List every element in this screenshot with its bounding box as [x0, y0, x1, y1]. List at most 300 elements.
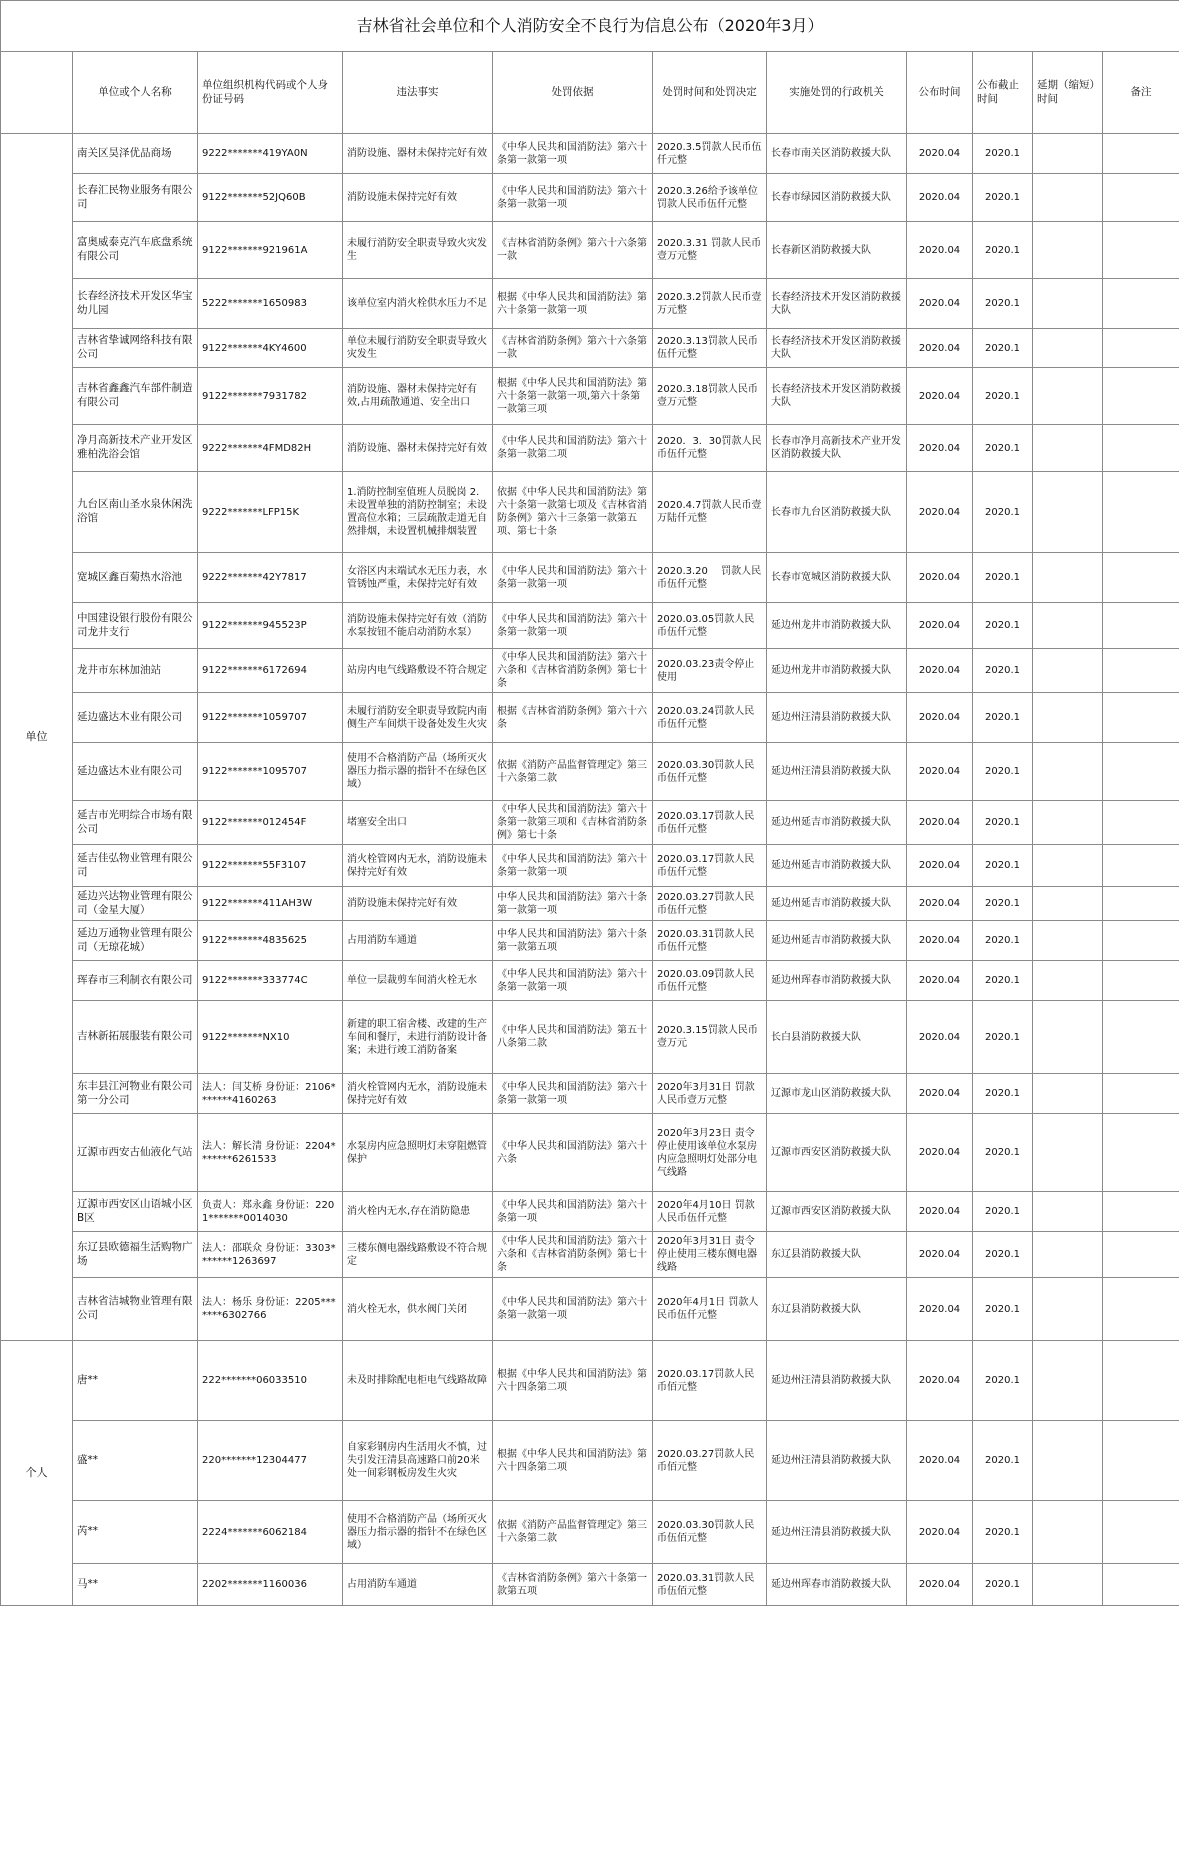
penalty-decision: 2020.03.17罚款人民币伍仟元整 — [653, 801, 767, 845]
publish-date: 2020.04 — [907, 329, 973, 368]
remarks — [1103, 887, 1179, 921]
entity-name: 珲春市三利制衣有限公司 — [73, 961, 198, 1001]
enforcing-authority: 延边州延吉市消防救援大队 — [767, 845, 907, 887]
violation-fact: 使用不合格消防产品（场所灭火器压力指示器的指针不在绿色区域） — [343, 743, 493, 801]
publish-end-date: 2020.1 — [973, 1114, 1033, 1192]
publish-date: 2020.04 — [907, 1232, 973, 1278]
penalty-basis: 根据《中华人民共和国消防法》第六十四条第二项 — [493, 1341, 653, 1421]
entity-name: 吉林省鑫鑫汽车部件制造有限公司 — [73, 368, 198, 425]
publish-date: 2020.04 — [907, 222, 973, 279]
id-code: 法人：邵联众 身份证：3303*******1263697 — [198, 1232, 343, 1278]
penalty-decision: 2020.4.7罚款人民币壹万陆仟元整 — [653, 472, 767, 553]
entity-name: 东辽县欧德福生活购物广场 — [73, 1232, 198, 1278]
id-code: 9122*******4835625 — [198, 921, 343, 961]
enforcing-authority: 延边州珲春市消防救援大队 — [767, 961, 907, 1001]
table-row — [1, 1114, 1179, 1192]
enforcing-authority: 长春新区消防救援大队 — [767, 222, 907, 279]
entity-name: 吉林新拓展服装有限公司 — [73, 1001, 198, 1074]
enforcing-authority: 延边州汪清县消防救援大队 — [767, 1341, 907, 1421]
publish-date: 2020.04 — [907, 921, 973, 961]
enforcing-authority: 长春经济技术开发区消防救援大队 — [767, 279, 907, 329]
publish-date: 2020.04 — [907, 801, 973, 845]
violation-fact: 消防设施未保持完好有效（消防水泵按钮不能启动消防水泵） — [343, 603, 493, 649]
extension-period — [1033, 887, 1103, 921]
entity-name: 延边万通物业管理有限公司（无琼花城） — [73, 921, 198, 961]
publish-date: 2020.04 — [907, 368, 973, 425]
table-row — [1, 368, 1179, 425]
entity-name: 中国建设银行股份有限公司龙井支行 — [73, 603, 198, 649]
penalty-decision: 2020.03.30罚款人民币伍佰元整 — [653, 1501, 767, 1564]
table-row — [1, 553, 1179, 603]
publish-end-date: 2020.1 — [973, 1278, 1033, 1341]
violation-fact: 消火栓无水，供水阀门关闭 — [343, 1278, 493, 1341]
remarks — [1103, 472, 1179, 553]
publish-end-date: 2020.1 — [973, 693, 1033, 743]
penalty-decision: 2020.03.17罚款人民币伍仟元整 — [653, 845, 767, 887]
enforcing-authority: 长春经济技术开发区消防救援大队 — [767, 368, 907, 425]
publish-date: 2020.04 — [907, 174, 973, 222]
publish-date: 2020.04 — [907, 693, 973, 743]
id-code: 2202*******1160036 — [198, 1564, 343, 1606]
remarks — [1103, 1114, 1179, 1192]
extension-period — [1033, 961, 1103, 1001]
column-header: 延期（缩短）时间 — [1033, 52, 1103, 134]
penalty-basis: 《中华人民共和国消防法》第六十六条和《吉林省消防条例》第七十条 — [493, 649, 653, 693]
publish-end-date: 2020.1 — [973, 553, 1033, 603]
id-code: 9122*******6172694 — [198, 649, 343, 693]
penalty-decision: 2020年3月31日 责令停止使用三楼东侧电器线路 — [653, 1232, 767, 1278]
entity-name: 辽源市西安区山语城小区B区 — [73, 1192, 198, 1232]
remarks — [1103, 1501, 1179, 1564]
violation-fact: 占用消防车通道 — [343, 921, 493, 961]
entity-name: 延吉市光明综合市场有限公司 — [73, 801, 198, 845]
extension-period — [1033, 1114, 1103, 1192]
id-code: 9122*******411AH3W — [198, 887, 343, 921]
remarks — [1103, 222, 1179, 279]
enforcing-authority: 长春市南关区消防救援大队 — [767, 134, 907, 174]
remarks — [1103, 1278, 1179, 1341]
enforcing-authority: 长春市宽城区消防救援大队 — [767, 553, 907, 603]
id-code: 法人：杨乐 身份证：2205*******6302766 — [198, 1278, 343, 1341]
remarks — [1103, 743, 1179, 801]
id-code: 5222*******1650983 — [198, 279, 343, 329]
id-code: 9122*******7931782 — [198, 368, 343, 425]
publish-date: 2020.04 — [907, 1421, 973, 1501]
extension-period — [1033, 368, 1103, 425]
id-code: 9122*******NX10 — [198, 1001, 343, 1074]
publish-end-date: 2020.1 — [973, 1501, 1033, 1564]
enforcing-authority: 延边州汪清县消防救援大队 — [767, 693, 907, 743]
table-row — [1, 1278, 1179, 1341]
violation-fact: 消火栓管网内无水，消防设施未保持完好有效 — [343, 1074, 493, 1114]
publish-date: 2020.04 — [907, 1114, 973, 1192]
enforcing-authority: 东辽县消防救援大队 — [767, 1232, 907, 1278]
remarks — [1103, 329, 1179, 368]
extension-period — [1033, 649, 1103, 693]
extension-period — [1033, 1232, 1103, 1278]
violation-fact: 该单位室内消火栓供水压力不足 — [343, 279, 493, 329]
penalty-decision: 2020.03.17罚款人民币佰元整 — [653, 1341, 767, 1421]
id-code: 9222*******419YA0N — [198, 134, 343, 174]
violation-fact: 消防设施未保持完好有效 — [343, 887, 493, 921]
column-header: 公布时间 — [907, 52, 973, 134]
table-row — [1, 845, 1179, 887]
table-row — [1, 1341, 1179, 1421]
column-header: 违法事实 — [343, 52, 493, 134]
publish-end-date: 2020.1 — [973, 1564, 1033, 1606]
extension-period — [1033, 425, 1103, 472]
penalty-basis: 《中华人民共和国消防法》第六十条第一款第三项和《吉林省消防条例》第七十条 — [493, 801, 653, 845]
penalty-decision: 2020.3.13罚款人民币伍仟元整 — [653, 329, 767, 368]
penalty-decision: 2020.03.31罚款人民币伍仟元整 — [653, 921, 767, 961]
penalty-basis: 《中华人民共和国消防法》第六十条第一款第一项 — [493, 1278, 653, 1341]
publish-date: 2020.04 — [907, 279, 973, 329]
publish-date: 2020.04 — [907, 649, 973, 693]
publish-end-date: 2020.1 — [973, 801, 1033, 845]
entity-name: 辽源市西安古仙液化气站 — [73, 1114, 198, 1192]
violation-fact: 未履行消防安全职责导致院内南侧生产车间烘干设备处发生火灾 — [343, 693, 493, 743]
id-code: 法人：闫艾桥 身份证：2106*******4160263 — [198, 1074, 343, 1114]
enforcing-authority: 长春市九台区消防救援大队 — [767, 472, 907, 553]
penalty-basis: 依据《中华人民共和国消防法》第六十条第一款第七项及《吉林省消防条例》第六十三条第一款第五项、第七十条 — [493, 472, 653, 553]
remarks — [1103, 174, 1179, 222]
table-row — [1, 222, 1179, 279]
table-row — [1, 472, 1179, 553]
penalty-basis: 《中华人民共和国消防法》第六十六条 — [493, 1114, 653, 1192]
penalty-decision: 2020.3.31 罚款人民币壹万元整 — [653, 222, 767, 279]
remarks — [1103, 1001, 1179, 1074]
id-code: 9122*******945523P — [198, 603, 343, 649]
violation-fact: 消火栓内无水,存在消防隐患 — [343, 1192, 493, 1232]
extension-period — [1033, 329, 1103, 368]
entity-name: 吉林省洁城物业管理有限公司 — [73, 1278, 198, 1341]
publish-date: 2020.04 — [907, 1074, 973, 1114]
penalty-basis: 《吉林省消防条例》第六十六条第一款 — [493, 222, 653, 279]
publish-end-date: 2020.1 — [973, 222, 1033, 279]
penalty-basis: 依据《消防产品监督管理定》第三十六条第二款 — [493, 743, 653, 801]
extension-period — [1033, 1074, 1103, 1114]
publish-end-date: 2020.1 — [973, 329, 1033, 368]
id-code: 220*******12304477 — [198, 1421, 343, 1501]
publish-end-date: 2020.1 — [973, 1232, 1033, 1278]
enforcing-authority: 延边州龙井市消防救援大队 — [767, 603, 907, 649]
penalty-basis: 根据《中华人民共和国消防法》第六十条第一款第一项 — [493, 279, 653, 329]
column-header: 备注 — [1103, 52, 1179, 134]
table-row — [1, 1501, 1179, 1564]
table-row — [1, 887, 1179, 921]
entity-name: 东丰县江河物业有限公司第一分公司 — [73, 1074, 198, 1114]
enforcing-authority: 延边州龙井市消防救援大队 — [767, 649, 907, 693]
violation-fact: 消防设施、器材未保持完好有效 — [343, 134, 493, 174]
title-row — [1, 1, 1179, 52]
penalty-decision: 2020.03.27罚款人民币佰元整 — [653, 1421, 767, 1501]
id-code: 9122*******4KY4600 — [198, 329, 343, 368]
violation-fact: 未及时排除配电柜电气线路故障 — [343, 1341, 493, 1421]
penalty-basis: 根据《吉林省消防条例》第六十六条 — [493, 693, 653, 743]
column-header: 公布截止时间 — [973, 52, 1033, 134]
id-code: 9122*******55F3107 — [198, 845, 343, 887]
table-row — [1, 134, 1179, 174]
id-code: 222*******06033510 — [198, 1341, 343, 1421]
category-label: 个人 — [1, 1341, 73, 1606]
penalty-decision: 2020.03.24罚款人民币伍仟元整 — [653, 693, 767, 743]
publish-date: 2020.04 — [907, 1501, 973, 1564]
penalty-decision: 2020.03.23责令停止使用 — [653, 649, 767, 693]
extension-period — [1033, 1192, 1103, 1232]
penalty-decision: 2020.03.31罚款人民币伍佰元整 — [653, 1564, 767, 1606]
table-row — [1, 961, 1179, 1001]
penalty-basis: 《中华人民共和国消防法》第六十条第一款第一项 — [493, 174, 653, 222]
violation-fact: 消防设施、器材未保持完好有效 — [343, 425, 493, 472]
penalty-decision: 2020.03.27罚款人民币伍仟元整 — [653, 887, 767, 921]
penalty-decision: 2020年3月23日 责令停止使用该单位水泵房内应急照明灯处部分电气线路 — [653, 1114, 767, 1192]
publish-end-date: 2020.1 — [973, 603, 1033, 649]
header-blank — [1, 52, 73, 134]
remarks — [1103, 603, 1179, 649]
publish-end-date: 2020.1 — [973, 1341, 1033, 1421]
column-header: 单位或个人名称 — [73, 52, 198, 134]
penalty-basis: 《中华人民共和国消防法》第六十条第一款第一项 — [493, 603, 653, 649]
publish-end-date: 2020.1 — [973, 887, 1033, 921]
id-code: 法人：解长清 身份证：2204*******6261533 — [198, 1114, 343, 1192]
publish-date: 2020.04 — [907, 961, 973, 1001]
violation-fact: 单位未履行消防安全职责导致火灾发生 — [343, 329, 493, 368]
table-row — [1, 649, 1179, 693]
remarks — [1103, 1341, 1179, 1421]
table-row — [1, 1192, 1179, 1232]
page-title: 吉林省社会单位和个人消防安全不良行为信息公布（2020年3月） — [1, 1, 1179, 52]
publish-end-date: 2020.1 — [973, 134, 1033, 174]
enforcing-authority: 长春市绿园区消防救援大队 — [767, 174, 907, 222]
extension-period — [1033, 921, 1103, 961]
category-label: 单位 — [1, 134, 73, 1341]
remarks — [1103, 649, 1179, 693]
remarks — [1103, 961, 1179, 1001]
publish-date: 2020.04 — [907, 743, 973, 801]
penalty-basis: 《中华人民共和国消防法》第六十六条和《吉林省消防条例》第七十条 — [493, 1232, 653, 1278]
table-row — [1, 425, 1179, 472]
entity-name: 富奥威泰克汽车底盘系统有限公司 — [73, 222, 198, 279]
penalty-decision: 2020．3．30罚款人民币伍仟元整 — [653, 425, 767, 472]
penalty-basis: 《中华人民共和国消防法》第六十条第一项 — [493, 1192, 653, 1232]
remarks — [1103, 134, 1179, 174]
table-row — [1, 1564, 1179, 1606]
penalty-basis: 《中华人民共和国消防法》第六十条第一款第一项 — [493, 961, 653, 1001]
extension-period — [1033, 1501, 1103, 1564]
penalty-decision: 2020年4月10日 罚款人民币伍仟元整 — [653, 1192, 767, 1232]
entity-name: 唐** — [73, 1341, 198, 1421]
table-row — [1, 1074, 1179, 1114]
publish-date: 2020.04 — [907, 603, 973, 649]
extension-period — [1033, 693, 1103, 743]
publish-end-date: 2020.1 — [973, 1192, 1033, 1232]
extension-period — [1033, 603, 1103, 649]
remarks — [1103, 553, 1179, 603]
remarks — [1103, 921, 1179, 961]
id-code: 9222*******4FMD82H — [198, 425, 343, 472]
publish-end-date: 2020.1 — [973, 1421, 1033, 1501]
publish-date: 2020.04 — [907, 887, 973, 921]
publish-date: 2020.04 — [907, 1341, 973, 1421]
remarks — [1103, 279, 1179, 329]
violation-fact: 消防设施未保持完好有效 — [343, 174, 493, 222]
violation-fact: 水泵房内应急照明灯未穿阻燃管保护 — [343, 1114, 493, 1192]
table-row — [1, 329, 1179, 368]
extension-period — [1033, 1564, 1103, 1606]
entity-name: 芮** — [73, 1501, 198, 1564]
id-code: 9222*******42Y7817 — [198, 553, 343, 603]
enforcing-authority: 东辽县消防救援大队 — [767, 1278, 907, 1341]
table-row — [1, 921, 1179, 961]
enforcing-authority: 延边州汪清县消防救援大队 — [767, 1421, 907, 1501]
extension-period — [1033, 1278, 1103, 1341]
id-code: 2224*******6062184 — [198, 1501, 343, 1564]
extension-period — [1033, 134, 1103, 174]
penalty-decision: 2020.3.5罚款人民币伍仟元整 — [653, 134, 767, 174]
remarks — [1103, 425, 1179, 472]
publish-end-date: 2020.1 — [973, 174, 1033, 222]
penalty-basis: 《吉林省消防条例》第六十六条第一款 — [493, 329, 653, 368]
penalty-basis: 根据《中华人民共和国消防法》第六十四条第二项 — [493, 1421, 653, 1501]
entity-name: 延边盛达木业有限公司 — [73, 743, 198, 801]
penalty-decision: 2020.03.09罚款人民币伍仟元整 — [653, 961, 767, 1001]
violation-fact: 消防设施、器材未保持完好有效,占用疏散通道、安全出口 — [343, 368, 493, 425]
column-header: 单位组织机构代码或个人身份证号码 — [198, 52, 343, 134]
remarks — [1103, 801, 1179, 845]
table-row — [1, 279, 1179, 329]
penalty-basis: 《中华人民共和国消防法》第六十条第一款第一项 — [493, 553, 653, 603]
remarks — [1103, 1564, 1179, 1606]
extension-period — [1033, 845, 1103, 887]
entity-name: 南关区昊泽优品商场 — [73, 134, 198, 174]
penalty-decision: 2020.03.05罚款人民币伍仟元整 — [653, 603, 767, 649]
id-code: 9122*******1095707 — [198, 743, 343, 801]
column-header: 实施处罚的行政机关 — [767, 52, 907, 134]
extension-period — [1033, 1341, 1103, 1421]
id-code: 9222*******LFP15K — [198, 472, 343, 553]
enforcing-authority: 长春市净月高新技术产业开发区消防救援大队 — [767, 425, 907, 472]
violation-fact: 新建的职工宿舍楼、改建的生产车间和餐厅，未进行消防设计备案；未进行竣工消防备案 — [343, 1001, 493, 1074]
entity-name: 龙井市东林加油站 — [73, 649, 198, 693]
enforcing-authority: 延边州珲春市消防救援大队 — [767, 1564, 907, 1606]
publish-end-date: 2020.1 — [973, 368, 1033, 425]
id-code: 9122*******012454F — [198, 801, 343, 845]
entity-name: 宽城区鑫百菊热水浴池 — [73, 553, 198, 603]
entity-name: 延边兴达物业管理有限公司（金星大厦） — [73, 887, 198, 921]
remarks — [1103, 1232, 1179, 1278]
violation-fact: 站房内电气线路敷设不符合规定 — [343, 649, 493, 693]
remarks — [1103, 1192, 1179, 1232]
publish-end-date: 2020.1 — [973, 1074, 1033, 1114]
enforcing-authority: 辽源市西安区消防救援大队 — [767, 1114, 907, 1192]
table-row — [1, 693, 1179, 743]
enforcing-authority: 延边州延吉市消防救援大队 — [767, 921, 907, 961]
entity-name: 延吉佳弘物业管理有限公司 — [73, 845, 198, 887]
entity-name: 盛** — [73, 1421, 198, 1501]
table-row — [1, 743, 1179, 801]
penalty-decision: 2020年3月31日 罚款人民币壹万元整 — [653, 1074, 767, 1114]
publish-end-date: 2020.1 — [973, 961, 1033, 1001]
penalty-basis: 《中华人民共和国消防法》第五十八条第二款 — [493, 1001, 653, 1074]
penalty-basis: 根据《中华人民共和国消防法》第六十条第一款第一项,第六十条第一款第三项 — [493, 368, 653, 425]
id-code: 9122*******1059707 — [198, 693, 343, 743]
column-header: 处罚时间和处罚决定 — [653, 52, 767, 134]
penalty-basis: 《中华人民共和国消防法》第六十条第一款第一项 — [493, 845, 653, 887]
table-row — [1, 1232, 1179, 1278]
violation-fact: 单位一层裁剪车间消火栓无水 — [343, 961, 493, 1001]
publish-date: 2020.04 — [907, 1192, 973, 1232]
publish-end-date: 2020.1 — [973, 279, 1033, 329]
extension-period — [1033, 222, 1103, 279]
enforcing-authority: 辽源市龙山区消防救援大队 — [767, 1074, 907, 1114]
penalty-decision: 2020.03.30罚款人民币伍仟元整 — [653, 743, 767, 801]
violation-fact: 堵塞安全出口 — [343, 801, 493, 845]
publish-end-date: 2020.1 — [973, 921, 1033, 961]
violation-fact: 消火栓管网内无水，消防设施未保持完好有效 — [343, 845, 493, 887]
penalty-basis: 《中华人民共和国消防法》第六十条第一款第一项 — [493, 1074, 653, 1114]
violation-fact: 占用消防车通道 — [343, 1564, 493, 1606]
entity-name: 净月高新技术产业开发区雅柏洗浴会馆 — [73, 425, 198, 472]
extension-period — [1033, 472, 1103, 553]
publish-date: 2020.04 — [907, 134, 973, 174]
enforcing-authority: 延边州汪清县消防救援大队 — [767, 743, 907, 801]
enforcing-authority: 延边州延吉市消防救援大队 — [767, 887, 907, 921]
publish-date: 2020.04 — [907, 553, 973, 603]
entity-name: 长春汇民物业服务有限公司 — [73, 174, 198, 222]
penalty-decision: 2020.3.26给予该单位罚款人民币伍仟元整 — [653, 174, 767, 222]
publish-date: 2020.04 — [907, 1278, 973, 1341]
entity-name: 九台区南山圣水泉休闲洗浴馆 — [73, 472, 198, 553]
violation-fact: 使用不合格消防产品（场所灭火器压力指示器的指针不在绿色区域） — [343, 1501, 493, 1564]
publish-date: 2020.04 — [907, 1564, 973, 1606]
extension-period — [1033, 1001, 1103, 1074]
id-code: 9122*******921961A — [198, 222, 343, 279]
publish-end-date: 2020.1 — [973, 425, 1033, 472]
penalty-basis: 中华人民共和国消防法》第六十条第一款第一项 — [493, 887, 653, 921]
penalty-basis: 依据《消防产品监督管理定》第三十六条第二款 — [493, 1501, 653, 1564]
remarks — [1103, 1421, 1179, 1501]
penalty-basis: 中华人民共和国消防法》第六十条第一款第五项 — [493, 921, 653, 961]
publish-date: 2020.04 — [907, 845, 973, 887]
entity-name: 马** — [73, 1564, 198, 1606]
header-row — [1, 52, 1179, 134]
publish-end-date: 2020.1 — [973, 649, 1033, 693]
extension-period — [1033, 1421, 1103, 1501]
publish-end-date: 2020.1 — [973, 743, 1033, 801]
violation-fact: 未履行消防安全职责导致火灾发生 — [343, 222, 493, 279]
column-header: 处罚依据 — [493, 52, 653, 134]
penalty-decision: 2020.3.20 罚款人民币伍仟元整 — [653, 553, 767, 603]
extension-period — [1033, 279, 1103, 329]
penalty-decision: 2020.3.15罚款人民币壹万元 — [653, 1001, 767, 1074]
violation-fact: 1.消防控制室值班人员脱岗 2.未设置单独的消防控制室；未设置高位水箱；三层疏散走道无自然排烟，未设置机械排烟装置 — [343, 472, 493, 553]
penalty-basis: 《中华人民共和国消防法》第六十条第一款第二项 — [493, 425, 653, 472]
extension-period — [1033, 801, 1103, 845]
table-row — [1, 1001, 1179, 1074]
entity-name: 吉林省挚诚网络科技有限公司 — [73, 329, 198, 368]
penalty-decision: 2020.3.2罚款人民币壹万元整 — [653, 279, 767, 329]
remarks — [1103, 693, 1179, 743]
remarks — [1103, 1074, 1179, 1114]
violation-fact: 三楼东侧电器线路敷设不符合规定 — [343, 1232, 493, 1278]
publish-date: 2020.04 — [907, 472, 973, 553]
remarks — [1103, 368, 1179, 425]
id-code: 负责人：郑永鑫 身份证：2201*******0014030 — [198, 1192, 343, 1232]
enforcing-authority: 延边州汪清县消防救援大队 — [767, 1501, 907, 1564]
entity-name: 延边盛达木业有限公司 — [73, 693, 198, 743]
enforcing-authority: 延边州延吉市消防救援大队 — [767, 801, 907, 845]
table-row — [1, 603, 1179, 649]
